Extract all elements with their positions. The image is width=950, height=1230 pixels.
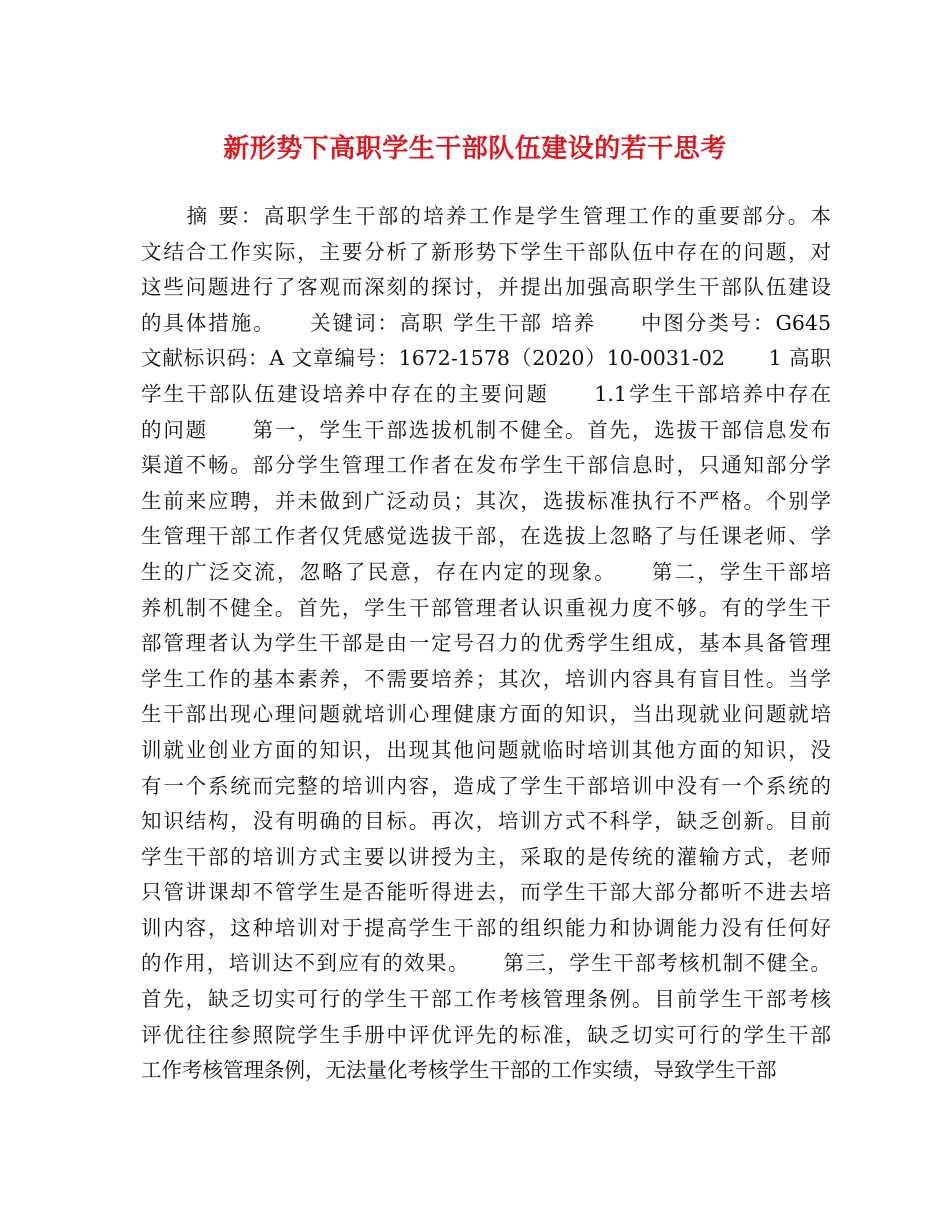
document-title: 新形势下高职学生干部队伍建设的若干思考 [223, 134, 727, 164]
body-line: 生干部出现心理问题就培训心理健康方面的知识，当出现就业问题就培 [141, 702, 831, 727]
document-body [141, 199, 831, 1089]
body-line: 训内容，这种培训对于提高学生干部的组织能力和协调能力没有任何好 [141, 915, 831, 940]
body-line: 生管理干部工作者仅凭感觉选拔干部，在选拔上忽略了与任课老师、学 [141, 524, 831, 549]
body-line: 的具体措施。 关键词：高职 学生干部 培养 中图分类号：G645 [141, 310, 831, 335]
body-line: 学生干部队伍建设培养中存在的主要问题 1.1学生干部培养中存在 [141, 381, 831, 406]
body-line: 有一个系统而完整的培训内容，造成了学生干部培训中没有一个系统的 [141, 773, 831, 798]
body-line: 首先，缺乏切实可行的学生干部工作考核管理条例。目前学生干部考核 [141, 987, 831, 1012]
body-line: 的问题 第一，学生干部选拔机制不健全。首先，选拔干部信息发布 [141, 417, 831, 442]
body-line: 知识结构，没有明确的目标。再次，培训方式不科学，缺乏创新。目前 [141, 809, 831, 834]
body-line: 生的广泛交流，忽略了民意，存在内定的现象。 第二，学生干部培 [141, 559, 831, 584]
body-line: 生前来应聘，并未做到广泛动员；其次，选拔标准执行不严格。个别学 [141, 488, 831, 513]
body-line: 只管讲课却不管学生是否能听得进去，而学生干部大部分都听不进去培 [141, 880, 831, 905]
body-line: 养机制不健全。首先，学生干部管理者认识重视力度不够。有的学生干 [141, 595, 831, 620]
body-line: 摘 要：高职学生干部的培养工作是学生管理工作的重要部分。本 [141, 204, 831, 228]
body-line: 评优往往参照院学生手册中评优评先的标准，缺乏切实可行的学生干部 [141, 1022, 831, 1047]
body-line: 部管理者认为学生干部是由一定号召力的优秀学生组成，基本具备管理 [141, 631, 831, 656]
body-line: 学生干部的培训方式主要以讲授为主，采取的是传统的灌输方式，老师 [141, 844, 831, 869]
body-line: 学生工作的基本素养，不需要培养；其次，培训内容具有盲目性。当学 [141, 666, 831, 691]
body-line: 文结合工作实际，主要分析了新形势下学生干部队伍中存在的问题，对 [141, 239, 831, 264]
body-line: 的作用，培训达不到应有的效果。 第三，学生干部考核机制不健全。 [141, 951, 831, 976]
body-line: 训就业创业方面的知识，出现其他问题就临时培训其他方面的知识，没 [141, 737, 831, 762]
body-line: 渠道不畅。部分学生管理工作者在发布学生干部信息时，只通知部分学 [141, 453, 831, 478]
body-line: 文献标识码：A 文章编号：1672-1578（2020）10-0031-02 1 高职 [141, 346, 831, 371]
body-line: 工作考核管理条例，无法量化考核学生干部的工作实绩，导致学生干部 [141, 1058, 777, 1083]
body-line: 这些问题进行了客观而深刻的探讨，并提出加强高职学生干部队伍建设 [141, 275, 831, 300]
